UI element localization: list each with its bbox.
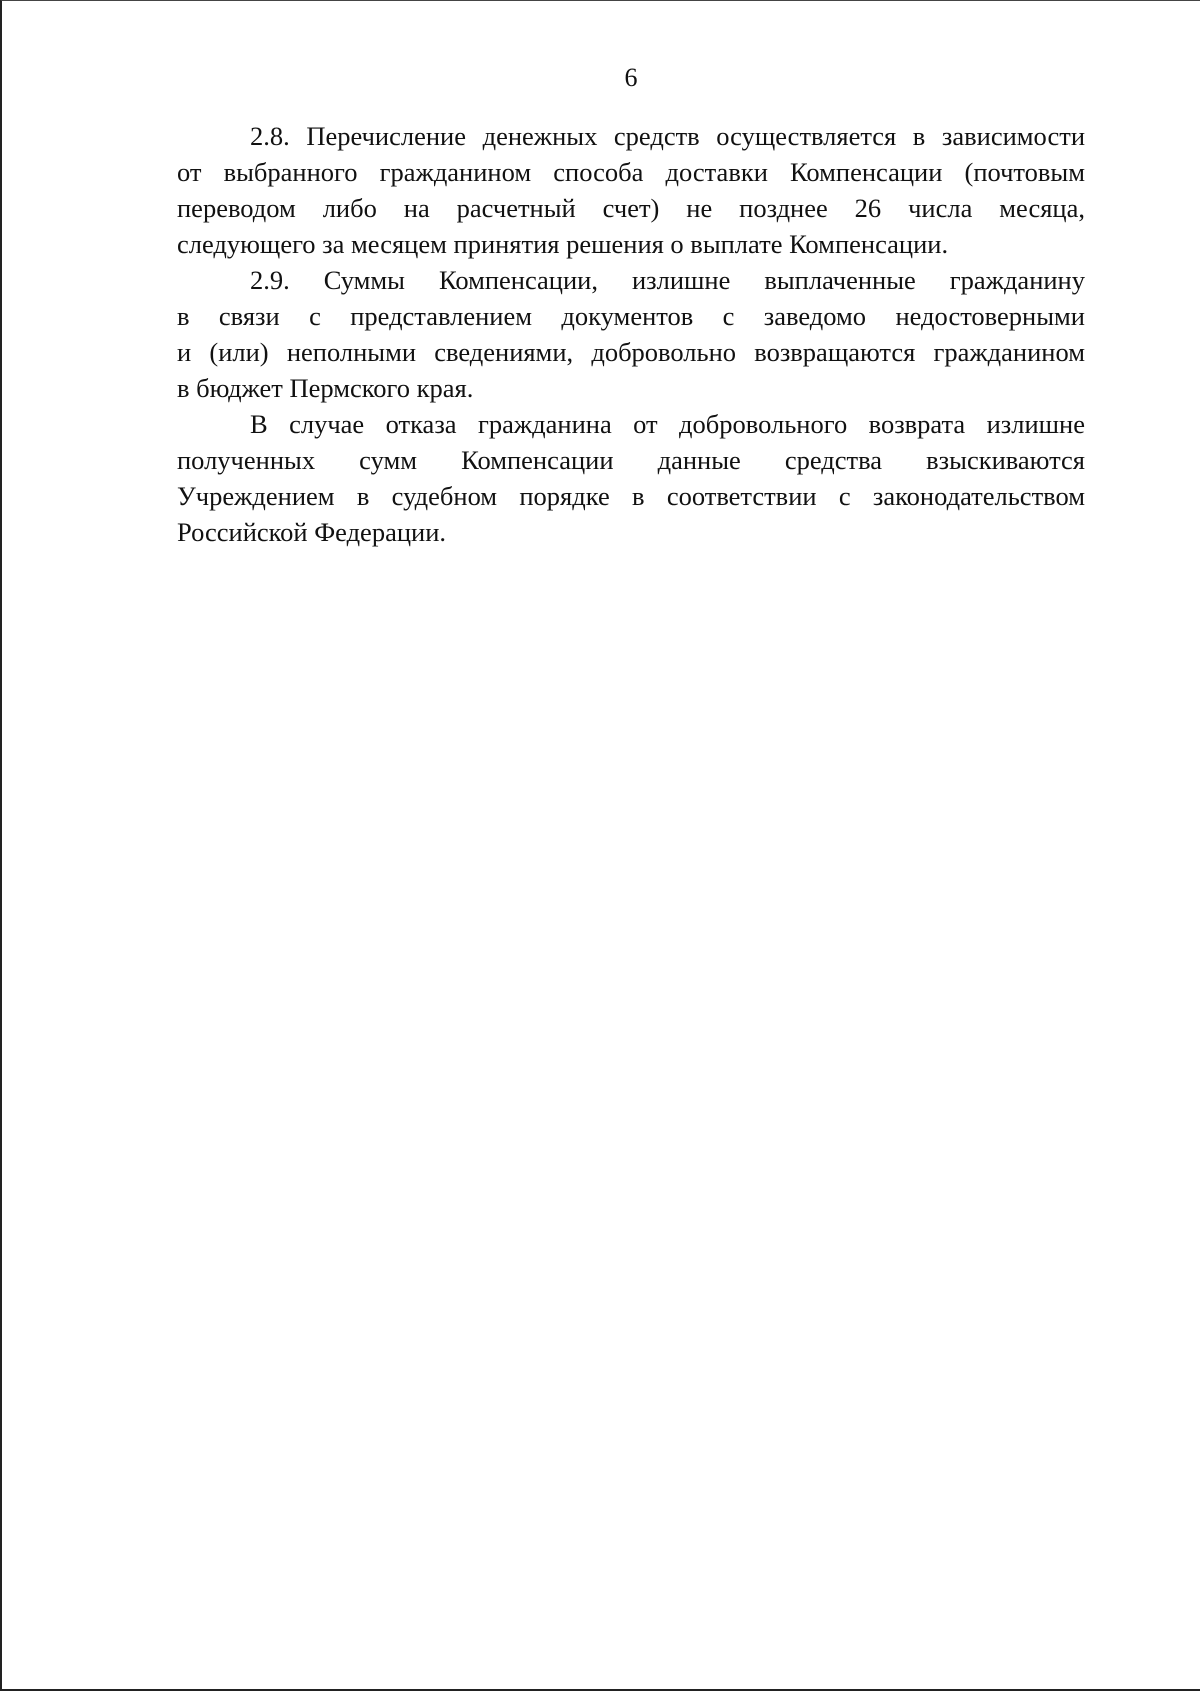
- paragraph-2-9: [177, 262, 1085, 406]
- text-line: В случае отказа гражданина от добровольного возврата излишне: [250, 409, 1085, 439]
- text-line: от выбранного гражданином способа доставки Компенсации (почтовым: [177, 157, 1085, 187]
- text-line: 2.8. Перечисление денежных средств осуществляется в зависимости: [250, 121, 1085, 151]
- text-line: следующего за месяцем принятия решения о выплате Компенсации.: [177, 229, 949, 259]
- text-line: полученных сумм Компенсации данные средства взыскиваются: [177, 445, 1085, 475]
- text-line: Российской Федерации.: [177, 517, 446, 547]
- paragraph-2-8: [177, 118, 1085, 262]
- text-line: в бюджет Пермского края.: [177, 373, 474, 403]
- paragraph-refusal: [177, 406, 1085, 550]
- document-body: [177, 118, 1085, 550]
- text-line: 2.9. Суммы Компенсации, излишне выплаченные гражданину: [250, 265, 1085, 295]
- text-line: Учреждением в судебном порядке в соответствии с законодательством: [177, 481, 1085, 511]
- text-line: переводом либо на расчетный счет) не позднее 26 числа месяца,: [177, 193, 1085, 223]
- page-number: 6: [624, 63, 638, 92]
- text-line: и (или) неполными сведениями, добровольно возвращаются гражданином: [177, 337, 1085, 367]
- text-line: в связи с представлением документов с заведомо недостоверными: [177, 301, 1085, 331]
